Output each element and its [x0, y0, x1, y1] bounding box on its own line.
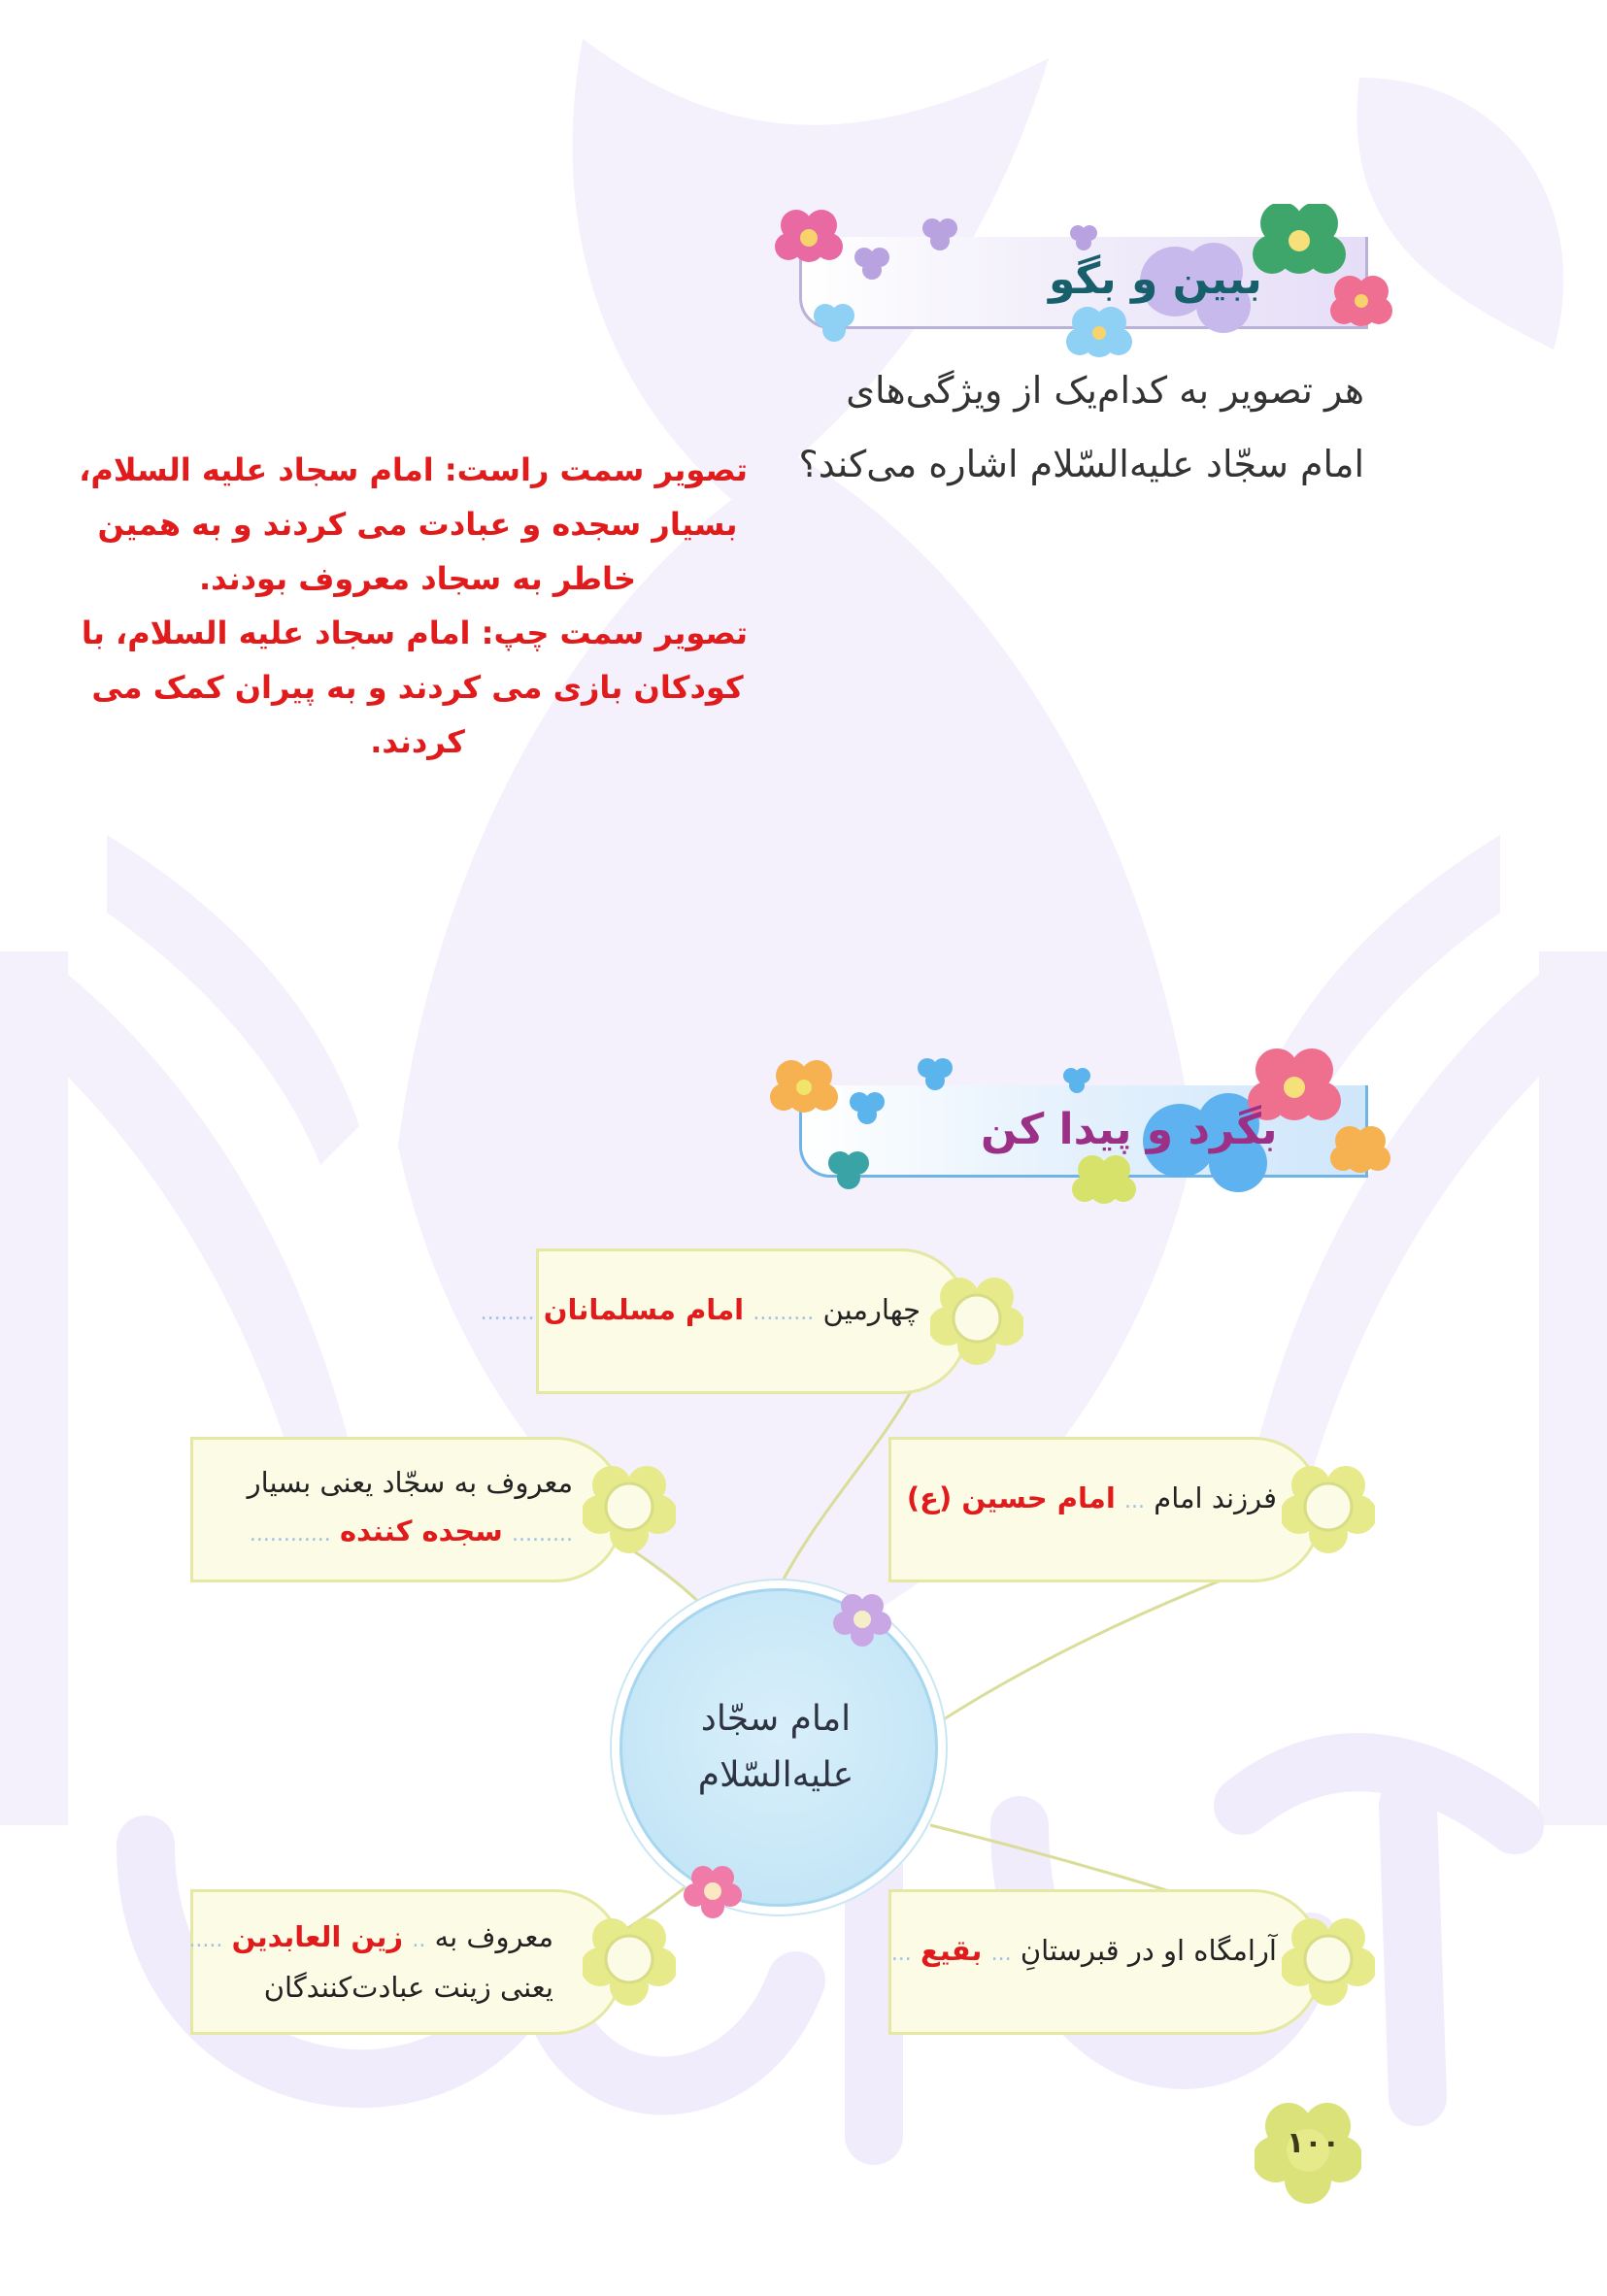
flower-icon	[833, 1588, 891, 1647]
dotted-line: .........	[512, 1522, 573, 1547]
center-title-line2: علیه‌السّلام	[697, 1755, 854, 1795]
card-right-mid-text	[907, 1481, 1277, 1514]
card-right-mid-answer: امام حسین (ع)	[906, 1481, 1116, 1514]
card-right-bottom-prefix: آرامگاه او در قبرستانِ	[1020, 1934, 1277, 1967]
center-title-line1: امام سجّاد	[700, 1699, 852, 1739]
card-top-prefix: چهارمین	[822, 1293, 921, 1326]
dotted-line: ..	[412, 1928, 426, 1952]
flower-icon	[684, 1860, 742, 1918]
answer-line: کردند.	[370, 723, 465, 760]
card-left-mid-line2	[250, 1514, 573, 1547]
dotted-line: .........	[753, 1301, 815, 1325]
answer-line: تصویر سمت چپ: امام سجاد علیه السلام، با	[81, 615, 748, 651]
question-line-2: امام سجّاد علیه‌السّلام اشاره می‌کند؟	[798, 443, 1364, 485]
section1-title: ببین و بگو	[1049, 254, 1262, 304]
dotted-line: .....	[188, 1928, 223, 1952]
answer-line: کودکان بازی می کردند و به پیران کمک می	[91, 669, 744, 706]
card-right-bottom-answer: بقیع	[921, 1934, 983, 1967]
card-left-mid-line1: معروف به سجّاد یعنی بسیار	[247, 1466, 573, 1499]
card-left-bottom-line1	[188, 1920, 553, 1953]
flower-icon	[583, 1913, 676, 2006]
card-left-bottom-prefix: معروف به	[434, 1920, 553, 1953]
dotted-line: ...	[1124, 1489, 1146, 1514]
question-line-1: هر تصویر به کدام‌یک از ویژگی‌های	[846, 369, 1364, 412]
dotted-line: ........	[480, 1301, 535, 1325]
card-left-bottom-line2: یعنی زینت عبادت‌کنندگان	[263, 1971, 553, 2004]
dotted-line: ...	[990, 1942, 1012, 1966]
section2-title: بگرد و پیدا کن	[981, 1105, 1278, 1154]
answer-line: بسیار سجده و عبادت می کردند و به همین	[97, 506, 738, 543]
flower-icon	[583, 1460, 676, 1553]
card-top-text	[481, 1293, 921, 1326]
dotted-line: ............	[249, 1522, 331, 1547]
card-right-mid-prefix: فرزند امام	[1154, 1481, 1277, 1514]
flower-icon	[930, 1272, 1023, 1365]
card-right-bottom-text	[891, 1934, 1277, 1967]
answer-line: تصویر سمت راست: امام سجاد علیه السلام،	[79, 451, 748, 488]
card-zain-al-abidin	[190, 1889, 623, 2035]
flower-icon	[1282, 1460, 1375, 1553]
flower-icon	[1282, 1913, 1375, 2006]
card-top-answer: امام مسلمانان	[543, 1293, 745, 1326]
card-left-bottom-answer: زین العابدین	[231, 1920, 404, 1953]
card-known-as-sajjad	[190, 1437, 623, 1582]
card-left-mid-answer: سجده کننده	[340, 1514, 503, 1547]
answer-line: خاطر به سجاد معروف بودند.	[198, 560, 637, 597]
dotted-line: ...	[890, 1942, 912, 1966]
page-number: ۱۰۰	[1287, 2126, 1340, 2160]
